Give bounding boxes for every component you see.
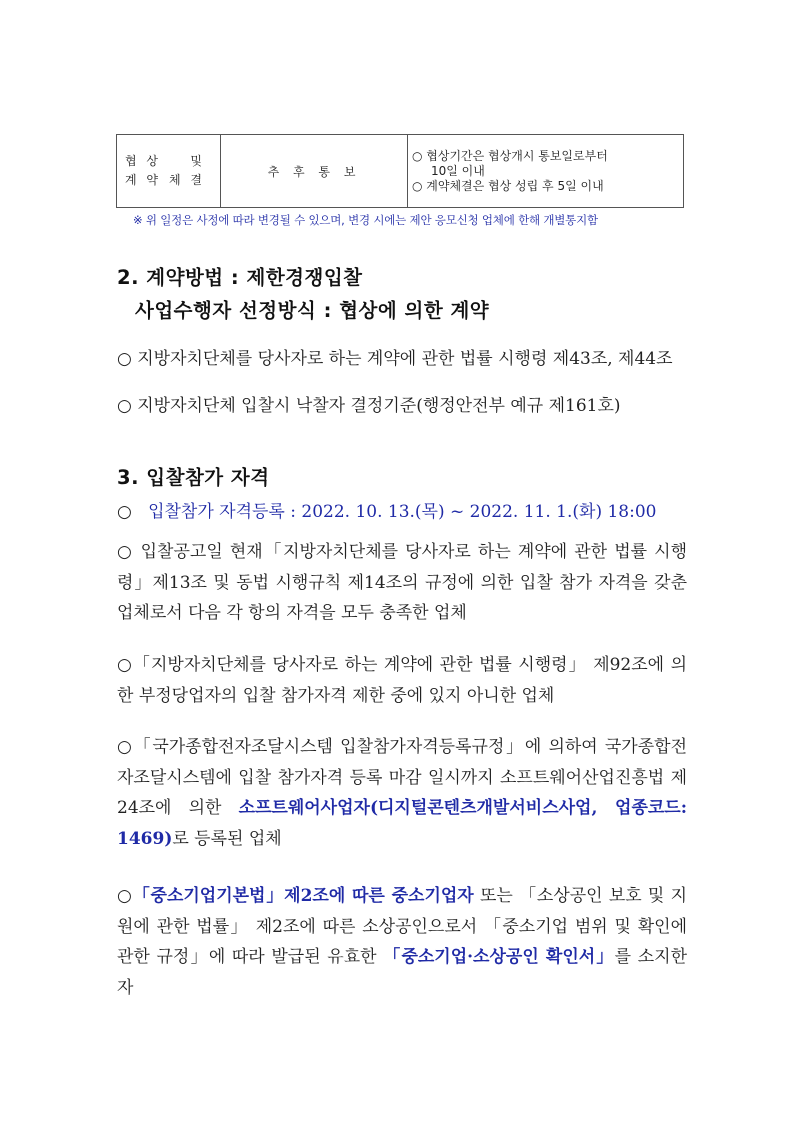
qualification-para-3 (117, 732, 687, 854)
remark-line-2: 10일 이내 (431, 163, 485, 178)
section2-subheading: 사업수행자 선정방식 : 협상에 의한 계약 (135, 299, 490, 322)
para4-bullet: ○ (117, 886, 133, 906)
section2-item-1: ○ 지방자치단체를 당사자로 하는 계약에 관한 법률 시행령 제43조, 제44조 (117, 349, 673, 369)
table-cell-stage (117, 135, 221, 208)
sme-basic-act: 「중소기업기본법」제2조에 따른 중소기업자 (132, 886, 474, 906)
stage-label-1b: 및 (190, 154, 205, 168)
table-cell-date: 추 후 통 보 (221, 135, 408, 208)
software-business-type: 소프트웨어사업자(디지털콘텐츠개발서비스사업, 업종코드: 1469) (117, 798, 687, 849)
schedule-note: ※ 위 일정은 사정에 따라 변경될 수 있으며, 변경 시에는 제안 응모신청 업체에 한해 개별통지함 (133, 213, 598, 227)
table-row (117, 135, 684, 208)
remark-line-1: ○ 협상기간은 협상개시 통보일로부터 (412, 148, 608, 163)
para4-text-e: 를 소지한 자 (117, 947, 687, 998)
remark-line-3: ○ 계약체결은 협상 성립 후 5일 이내 (412, 178, 604, 193)
qualification-para-4 (117, 881, 687, 1003)
para3-text-a: ○「국가종합전자조달시스템 입찰참가자격등록규정」에 의하여 국가종합전자조달시스템에 입찰 참가자격 등록 마감 일시까지 소프트웨어산업진흥법 제24조에 의한 (117, 737, 687, 818)
table-cell-remarks (408, 135, 684, 208)
section2-heading: 2. 계약방법 : 제한경쟁입찰 (117, 266, 363, 289)
registration-bullet: ○ (117, 502, 132, 522)
stage-label-2a: 계 약 (125, 173, 161, 187)
registration-period-line (117, 497, 656, 522)
registration-period: : 2022. 10. 13.(목) ~ 2022. 11. 1.(화) 18:00 (290, 502, 657, 522)
section3-heading: 3. 입찰참가 자격 (117, 466, 270, 489)
qualification-para-1: ○ 입찰공고일 현재「지방자치단체를 당사자로 하는 계약에 관한 법률 시행령」제13조 및 동법 시행규칙 제14조의 규정에 의한 입찰 참가 자격을 갖춘 업체로서 다음 각 항의 자격을 모두 충족한 업체 (117, 542, 687, 623)
section2-item-2: ○ 지방자치단체 입찰시 낙찰자 결정기준(행정안전부 예규 제161호) (117, 396, 621, 416)
schedule-table (116, 134, 684, 208)
sme-certificate: 「중소기업·소상공인 확인서」 (383, 947, 615, 967)
registration-label: 입찰참가 자격등록 (148, 502, 285, 522)
qualification-para-2: ○「지방자치단체를 당사자로 하는 계약에 관한 법률 시행령」 제92조에 의한 부정당업자의 입찰 참가자격 제한 중에 있지 아니한 업체 (117, 655, 687, 706)
stage-label-2b: 체 결 (169, 173, 205, 187)
stage-label-1a: 협 상 (125, 154, 161, 168)
para3-text-c: 로 등록된 업체 (172, 828, 282, 849)
para4-text-c: 또는 「소상공인 보호 및 지원에 관한 법률」 제2조에 따른 소상공인으로서 「중소기업 범위 및 확인에 관한 규정」에 따라 발급된 유효한 (117, 886, 688, 967)
